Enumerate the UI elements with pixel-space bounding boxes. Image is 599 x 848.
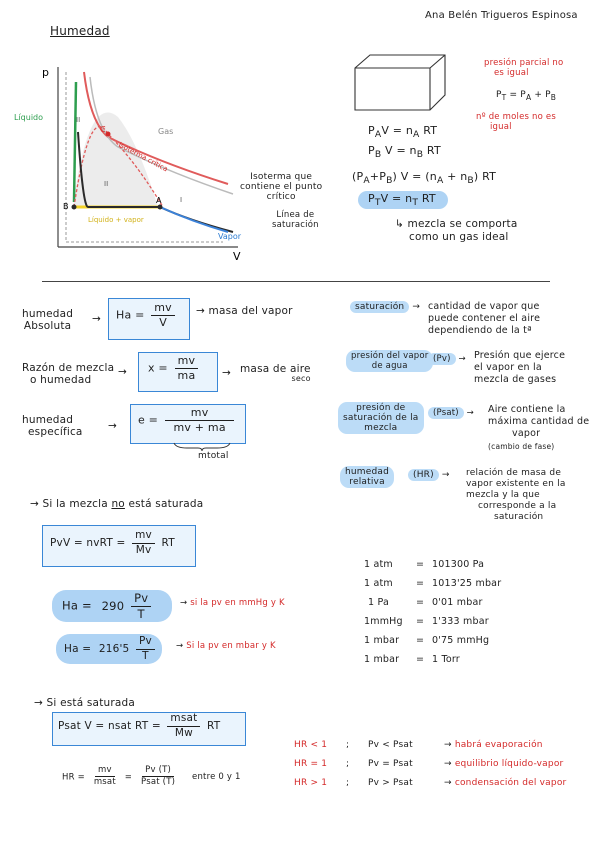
hr-case-row: HR = 1 ; Pv = Psat → equilibrio líquido-vapor — [294, 755, 566, 774]
unsat-equation — [50, 530, 175, 556]
unit-lhs: 1 mbar — [364, 654, 400, 665]
arrow-abs: → — [92, 313, 101, 325]
hr-formula-den1: msat — [93, 777, 116, 788]
hr-term-line1: humedad — [345, 467, 390, 477]
specific-humidity-label-line2: específica — [28, 426, 83, 438]
razon-num: mv — [175, 355, 199, 369]
ha-mmhg-formula — [62, 592, 154, 620]
saturation-annotation-line2: saturación — [272, 220, 319, 230]
ha2-num: Pv — [136, 636, 155, 650]
vapor-pressure-term — [346, 350, 433, 372]
pv-def-line3: mezcla de gases — [474, 374, 557, 385]
pv-def-line1: Presión que ejerce — [474, 350, 566, 361]
psat-def-line2: máxima cantidad de — [488, 416, 590, 427]
unit-rhs: 0'01 mbar — [432, 597, 483, 608]
unit-row — [364, 650, 501, 669]
hr-case-condition: HR > 1 — [294, 778, 328, 788]
esp-den: mv + ma — [173, 421, 226, 435]
author-name: Ana Belén Trigueros Espinosa — [425, 10, 578, 21]
unsat-eq-lhs: PvV = nvRT = — [50, 537, 126, 550]
hr-case-sep: ; — [346, 759, 350, 769]
relative-humidity-definition — [466, 468, 566, 523]
psat-symbol-text: (Psat) — [428, 407, 464, 419]
mtotal-label: mtotal — [198, 451, 229, 461]
abs-lhs: Ha = — [116, 308, 145, 322]
abs-note: → masa del vapor — [196, 305, 293, 317]
specific-humidity-label — [22, 414, 83, 438]
mixing-ratio-label — [22, 362, 114, 386]
saturation-pressure-symbol: (Psat) → — [428, 408, 474, 418]
hr-def-line4: corresponde a la — [478, 501, 557, 511]
unsaturated-heading: → Si la mezcla no está saturada — [30, 498, 204, 510]
unit-rhs: 1'333 mbar — [432, 616, 489, 627]
unit-eq: = — [416, 654, 425, 665]
unit-lhs: 1mmHg — [364, 616, 403, 627]
unit-lhs: 1 atm — [364, 559, 393, 570]
unsat-heading-no: no — [111, 498, 125, 510]
psat-term-line3: mezcla — [364, 423, 398, 433]
relative-humidity-term — [340, 466, 394, 488]
c-point-label: C — [100, 125, 106, 134]
hr-case-pressure: Pv = Psat — [368, 759, 413, 769]
liquid-line — [74, 82, 76, 202]
ha1-note-text: si la pv en mmHg y K — [190, 598, 285, 608]
psat-def-line1: Aire contiene la — [488, 404, 566, 415]
point-a-label: A — [156, 196, 162, 205]
hr-def-line2: vapor existente en la — [466, 479, 566, 489]
unit-rhs: 1 Torr — [432, 654, 460, 665]
hr-formula-eq: = — [124, 772, 133, 783]
hr-formula-note: entre 0 y 1 — [192, 772, 241, 783]
hr-case-condition: HR < 1 — [294, 740, 328, 750]
unit-rhs: 101300 Pa — [432, 559, 485, 570]
razon-den: ma — [177, 369, 196, 383]
vapor-pressure-definition — [474, 350, 565, 386]
absolute-humidity-formula — [116, 302, 178, 329]
unit-lhs: 1 mbar — [364, 635, 400, 646]
hr-case-sep: ; — [346, 778, 350, 788]
eq-sum: $(P_A+P_B) V = (n_A + n_B)$ RT — [352, 170, 497, 187]
liquid-vapor-label: Líquido + vapor — [88, 216, 144, 224]
hr-case-result: condensación del vapor — [454, 778, 567, 788]
unit-lhs: 1 Pa — [368, 597, 389, 608]
sat-equation — [58, 713, 220, 739]
unit-row — [364, 593, 501, 612]
container-box-drawing — [350, 50, 450, 115]
unit-eq: = — [416, 635, 425, 646]
phase-change-note: (cambio de fase) — [488, 442, 555, 451]
ha1-den: T — [137, 606, 145, 621]
ha-mbar-formula — [64, 636, 158, 662]
razon-note-arrow: → — [222, 367, 231, 379]
section-divider — [42, 281, 550, 282]
ha1-coef: 290 — [101, 598, 125, 613]
isotherm-annotation-line3: crítico — [266, 192, 296, 202]
unit-eq: = — [416, 578, 425, 589]
absolute-humidity-label-line1: humedad — [22, 308, 74, 320]
hr-case-pressure: Pv > Psat — [368, 778, 413, 788]
saturation-definition — [428, 301, 540, 337]
esp-lhs: e = — [138, 413, 159, 427]
saturation-term: saturación → — [350, 302, 420, 312]
psat-term-line2: saturación de la — [343, 413, 419, 423]
ha2-note-text: Si la pv en mbar y K — [186, 641, 276, 651]
mixture-note: ↳ mezcla se comporta como un gas ideal — [395, 218, 518, 243]
hr-formula-den2: Psat (T) — [141, 777, 176, 788]
unit-row — [364, 612, 501, 631]
sat-eq-den: Mw — [174, 726, 193, 739]
moles-note-line1: nº de moles no es — [476, 112, 556, 122]
region-i: I — [180, 196, 183, 204]
vapor-pressure-term-line1: presión del vapor — [351, 351, 429, 361]
hr-formula-num2: Pv (T) — [142, 766, 174, 777]
unit-eq: = — [416, 616, 425, 627]
razon-lhs: x = — [148, 361, 168, 375]
unit-row — [364, 574, 501, 593]
moles-note-line2: igual — [490, 122, 512, 132]
saturation-pressure-definition — [488, 404, 589, 440]
diagram-v-label: V — [233, 250, 241, 263]
region-ii-mid: II — [104, 180, 109, 188]
liquid-label: Líquido — [14, 113, 44, 122]
unit-rhs: 1013'25 mbar — [432, 578, 502, 589]
psat-term-line1: presión de — [356, 403, 406, 413]
absolute-humidity-label-line2: Absoluta — [23, 320, 72, 332]
razon-note-line1: masa de aire — [240, 363, 311, 375]
hr-case-row: HR > 1 ; Pv > Psat → condensación del vapor — [294, 774, 566, 793]
abs-note-text: masa del vapor — [208, 305, 293, 317]
point-b-label: B — [63, 202, 69, 211]
isotherm-annotation — [240, 172, 322, 202]
eq-pb: $P_B$ $V = n_B$ RT — [368, 144, 441, 161]
unsat-heading-pre: Si la mezcla — [42, 498, 108, 510]
pv-symbol-text: (Pv) — [428, 353, 456, 365]
unit-eq: = — [416, 597, 425, 608]
hr-formula-num1: mv — [95, 766, 115, 777]
pv-def-line2: el vapor en la — [474, 362, 542, 373]
ha-mbar-note: → Si la pv en mbar y K — [176, 641, 276, 651]
ha1-num: Pv — [131, 592, 151, 607]
abs-den: V — [159, 316, 167, 330]
unsat-heading-post: está saturada — [128, 498, 204, 510]
saturation-def-line3: dependiendo de la tª — [428, 325, 532, 336]
page-title: Humedad — [50, 24, 110, 38]
ha-mmhg-note: → si la pv en mmHg y K — [180, 598, 285, 608]
psat-def-line3: vapor — [512, 428, 541, 439]
unit-rhs: 0'75 mmHg — [432, 635, 490, 646]
eq-total: $P_TV = n_T$ RT — [368, 192, 436, 209]
abs-num: mv — [151, 302, 175, 316]
partial-pressure-note-line2: es igual — [494, 68, 529, 78]
ha2-den: T — [142, 649, 149, 662]
ha2-lhs: Ha = — [64, 643, 92, 656]
unit-conversions — [364, 555, 501, 669]
specific-humidity-formula — [138, 407, 237, 434]
unit-row — [364, 631, 501, 650]
gas-label: Gas — [158, 127, 174, 136]
razon-note — [240, 364, 311, 384]
razon-note-line2: seco — [291, 374, 311, 383]
ha1-lhs: Ha = — [62, 598, 92, 613]
sat-eq-rhs: RT — [207, 720, 221, 733]
mixing-ratio-label-line1: Razón de mezcla — [22, 362, 115, 374]
moles-note — [476, 112, 556, 132]
total-pressure-equation: $P_T = P_A + P_B$ — [496, 90, 557, 102]
saturation-pressure-term — [338, 402, 424, 434]
arrow-esp: → — [108, 420, 117, 432]
relative-humidity-symbol: (HR) → — [408, 470, 450, 480]
vapor-label: Vapor — [218, 232, 242, 241]
unsat-eq-num: mv — [132, 530, 155, 544]
saturation-def-line1: cantidad de vapor que — [428, 301, 540, 312]
unit-row — [364, 555, 501, 574]
hr-case-condition: HR = 1 — [294, 759, 328, 769]
ha2-coef: 216'5 — [98, 643, 130, 656]
diagram-p-label: p — [42, 66, 49, 79]
hr-cases-table — [294, 736, 566, 793]
partial-pressure-note — [484, 58, 563, 78]
pv-diagram — [14, 62, 248, 263]
point-b-dot — [72, 205, 77, 210]
mixing-ratio-label-line2: o humedad — [30, 374, 92, 386]
hr-case-result: habrá evaporación — [454, 740, 543, 750]
unit-lhs: 1 atm — [364, 578, 393, 589]
relative-humidity-formula — [62, 766, 241, 788]
hr-case-result: equilibrio líquido-vapor — [454, 759, 564, 769]
saturation-def-line2: puede contener el aire — [428, 313, 541, 324]
partial-pressure-note-line1: presión parcial no — [484, 58, 564, 68]
hr-def-line3: mezcla y la que — [466, 490, 540, 500]
isotherm-annotation-line2: contiene el punto — [240, 182, 323, 192]
hr-case-sep: ; — [346, 740, 350, 750]
unsat-eq-den: Mv — [135, 543, 152, 556]
unsat-eq-rhs: RT — [161, 537, 175, 550]
saturated-heading: → Si está saturada — [34, 697, 136, 709]
vapor-pressure-term-line2: de agua — [371, 361, 408, 371]
mixture-note-line1: mezcla se comporta — [407, 218, 518, 230]
mtotal-brace — [172, 441, 232, 451]
saturation-annotation-line1: Línea de — [276, 210, 315, 220]
absolute-humidity-label — [22, 308, 73, 332]
mixture-note-line2: como un gas ideal — [409, 231, 509, 243]
mixing-ratio-formula — [148, 355, 201, 382]
critical-point — [106, 132, 111, 137]
hr-formula-lhs: HR = — [62, 772, 85, 783]
critical-isotherm-label: Isoterma crítica — [117, 140, 170, 174]
point-a-dot — [158, 205, 163, 210]
specific-humidity-label-line1: humedad — [22, 414, 74, 426]
region-ii-top: II — [76, 116, 81, 124]
saturation-annotation — [272, 210, 319, 230]
sat-heading-text: Si está saturada — [46, 697, 136, 709]
isotherm-annotation-line1: Isoterma que — [250, 172, 313, 182]
hr-symbol-text: (HR) — [408, 469, 439, 481]
arrow-razon: → — [118, 366, 127, 378]
eq-pa: $P_AV = n_A$ RT — [368, 124, 438, 141]
vapor-pressure-symbol: (Pv) → — [428, 354, 466, 364]
sat-eq-num: msat — [167, 713, 200, 727]
esp-num: mv — [165, 407, 235, 421]
sat-eq-lhs: Psat V = nsat RT = — [58, 720, 161, 733]
hr-case-row: HR < 1 ; Pv < Psat → habrá evaporación — [294, 736, 566, 755]
hr-def-line1: relación de masa de — [466, 468, 562, 478]
hr-def-line5: saturación — [494, 512, 544, 522]
hr-term-line2: relativa — [349, 477, 385, 487]
unit-eq: = — [416, 559, 425, 570]
hr-case-pressure: Pv < Psat — [368, 740, 413, 750]
saturation-term-text: saturación — [350, 301, 409, 313]
